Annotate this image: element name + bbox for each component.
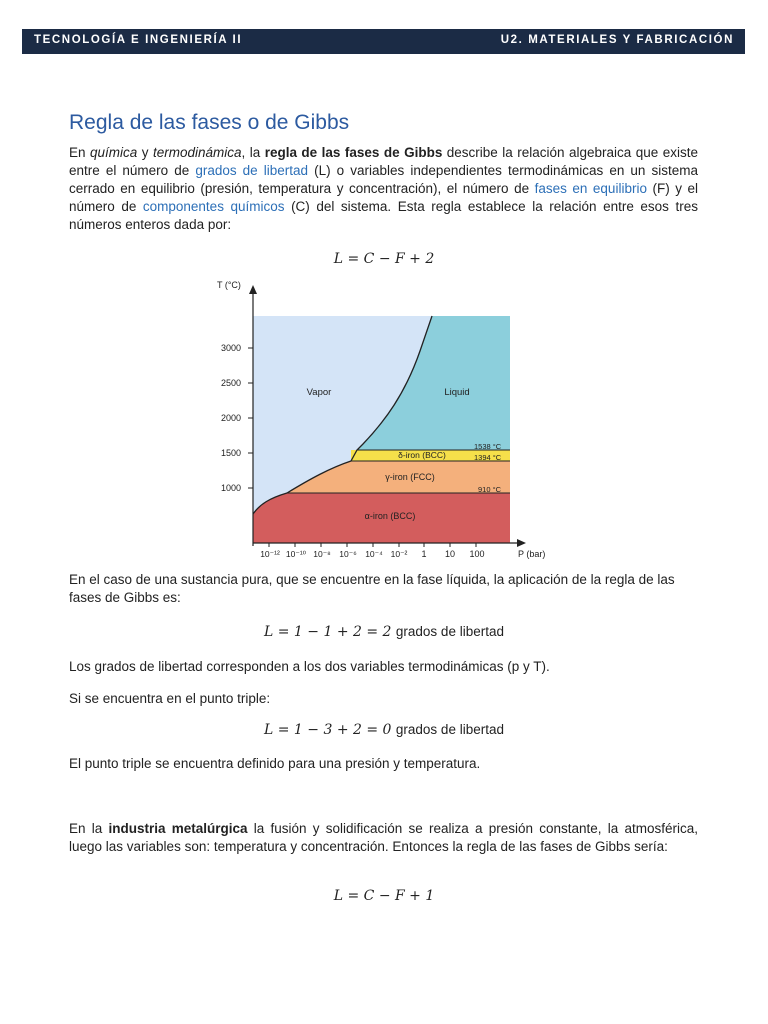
equation-gibbs: L = C − F + 2: [333, 251, 435, 267]
header-unit: U2. MATERIALES Y FABRICACIÓN: [500, 34, 734, 46]
x-axis-label: P (bar): [518, 549, 546, 559]
x-axis-arrow-icon: [517, 539, 526, 547]
link-fases-en-equilibrio[interactable]: fases en equilibrio: [534, 181, 647, 196]
phase-diagram-chart: [210, 276, 560, 566]
region-label-liquid: Liquid: [444, 387, 470, 398]
link-componentes-quimicos[interactable]: componentes químicos: [142, 199, 285, 214]
x-tick-label: 10⁻²: [390, 549, 408, 559]
header-bar: [22, 29, 745, 54]
region-label-gamma: γ-iron (FCC): [385, 472, 435, 482]
y-tick-label: 2500: [220, 378, 241, 388]
y-tick-label: 1000: [220, 483, 241, 493]
equation-triple-point: L = 1 − 3 + 2 = 0 grados de libertad: [264, 722, 504, 738]
x-tick-label: 1: [421, 549, 427, 559]
paragraph-metallurgy: En la industria metalúrgica la fusión y solidificación se realiza a presión constante, la atmosférica, luego las variables son: temperatura y concentración. Entonces la regla de las fases de Gibbs sería:: [69, 821, 698, 854]
y-tick-label: 3000: [220, 343, 241, 353]
y-axis-arrow-icon: [249, 285, 257, 294]
x-tick-label: 10⁻¹²: [260, 549, 280, 559]
region-label-delta: δ-iron (BCC): [398, 450, 446, 460]
intro-paragraph: En química y termodinámica, la regla de las fases de Gibbs describe la relación algebraica que existe entre el número de grados de libertad (L) o variables independientes termodinámicas en un sistema cerrado en equilibrio (presión, temperatura y concentración), el número de fases en equilibrio (F) y el número de componentes químicos (C) del sistema. Esta regla establece la relación entre esos tres números enteros dada por:: [69, 145, 698, 232]
y-tick-label: 1500: [220, 448, 241, 458]
paragraph-pure-substance: En el caso de una sustancia pura, que se encuentre en la fase líquida, la aplicación de la regla de las fases de Gibbs es:: [69, 572, 675, 605]
temp-label-1538: 1538 °C: [474, 442, 502, 451]
y-axis-label: T (°C): [217, 280, 241, 290]
x-tick-label: 10⁻⁴: [365, 549, 383, 559]
paragraph-degrees: Los grados de libertad corresponden a los dos variables termodinámicas (p y T).: [69, 659, 550, 674]
paragraph-triple-defined: El punto triple se encuentra definido para una presión y temperatura.: [69, 756, 481, 771]
x-tick-label: 10⁻⁸: [313, 549, 331, 559]
x-tick-label: 10: [444, 549, 456, 559]
temp-label-910: 910 °C: [478, 485, 502, 494]
header-subject: TECNOLOGÍA E INGENIERÍA II: [34, 34, 243, 46]
equation-liquid-phase: L = 1 − 1 + 2 = 2 grados de libertad: [264, 624, 504, 640]
page-title: Regla de las fases o de Gibbs: [69, 111, 350, 134]
x-tick-label: 10⁻⁶: [339, 549, 357, 559]
equation-constant-pressure: L = C − F + 1: [333, 888, 435, 904]
region-label-alpha: α-iron (BCC): [364, 511, 416, 521]
x-tick-label: 100: [469, 549, 485, 559]
paragraph-triple-point: Si se encuentra en el punto triple:: [69, 691, 271, 706]
temp-label-1394: 1394 °C: [474, 453, 502, 462]
region-label-vapor: Vapor: [306, 387, 332, 398]
link-grados-de-libertad[interactable]: grados de libertad: [195, 163, 309, 178]
x-tick-label: 10⁻¹⁰: [285, 549, 307, 559]
y-tick-label: 2000: [220, 413, 241, 423]
